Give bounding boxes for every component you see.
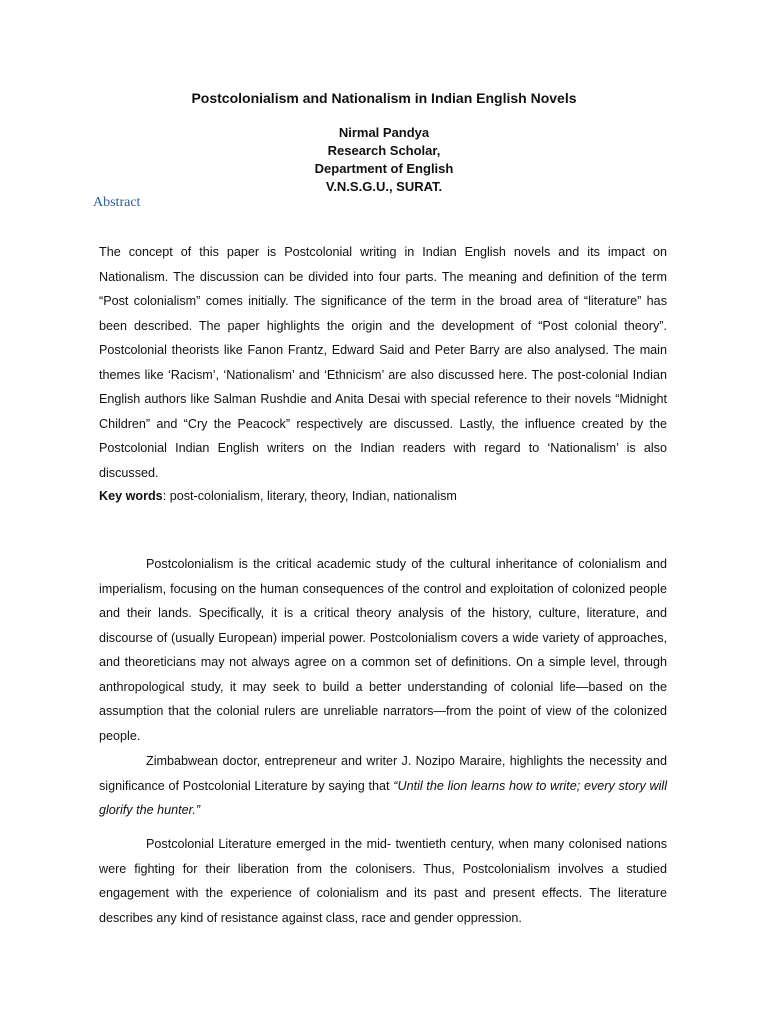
author-block: [0, 124, 768, 196]
abstract-paragraph: The concept of this paper is Postcolonial writing in Indian English novels and its impact on Nationalism. The discussion can be divided into four parts. The meaning and definition of the term “Post colonialism” comes initially. The significance of the term in the broad area of “literature” has been described. The paper highlights the origin and the development of “Post colonial theory”. Postcolonial theorists like Fanon Frantz, Edward Said and Peter Barry are also analysed. The main themes like ‘Racism’, ‘Nationalism’ and ‘Ethnicism’ are also discussed here. The post-colonial Indian English authors like Salman Rushdie and Anita Desai with special reference to their novels “Midnight Children” and “Cry the Peacock” respectively are discussed. Lastly, the influence created by the Postcolonial Indian English writers on the Indian readers with regard to ‘Nationalism’ is also discussed.: [99, 245, 667, 480]
author-name: Nirmal Pandya: [338, 125, 430, 140]
maraire-quote: “Until the lion learns how to write; every story will glorify the hunter.”: [99, 778, 668, 817]
keywords-label: Key words: [99, 489, 163, 503]
body-paragraph-2-lead: Zimbabwean doctor, entrepreneur and writer J. Nozipo Maraire, highlights the necessity and significance of Postcolonial Literature by saying that: [99, 754, 667, 793]
keywords-text: post-colonialism, literary, theory, Indian, nationalism: [169, 489, 457, 503]
paper-title: Postcolonialism and Nationalism in Indian English Novels: [191, 90, 577, 106]
author-department: Department of English: [314, 161, 454, 176]
author-institution: V.N.S.G.U., SURAT.: [325, 179, 443, 194]
keywords-line: [99, 484, 667, 509]
body-paragraph-3: Postcolonial Literature emerged in the mid- twentieth century, when many colonised nations were fighting for their liberation from the colonisers. Thus, Postcolonialism involves a studied engagement with the experience of colonialism and its past and present effects. The literature describes any kind of resistance against class, race and gender oppression.: [99, 837, 667, 925]
abstract-heading: Abstract: [93, 195, 141, 210]
keywords-separator: :: [162, 489, 170, 503]
body-paragraph-2: [99, 749, 667, 823]
body-paragraph-1: Postcolonialism is the critical academic study of the cultural inheritance of colonialism and imperialism, focusing on the human consequences of the control and exploitation of colonized people and their lands. Specifically, it is a critical theory analysis of the history, culture, literature, and discourse of (usually European) imperial power. Postcolonialism covers a wide variety of approaches, and theoreticians may not always agree on a common set of definitions. On a simple level, through anthropological study, it may seek to build a better understanding of colonial life—based on the assumption that the colonial rulers are unreliable narrators—from the point of view of the colonized people.: [99, 557, 667, 743]
author-role: Research Scholar,: [327, 143, 441, 158]
